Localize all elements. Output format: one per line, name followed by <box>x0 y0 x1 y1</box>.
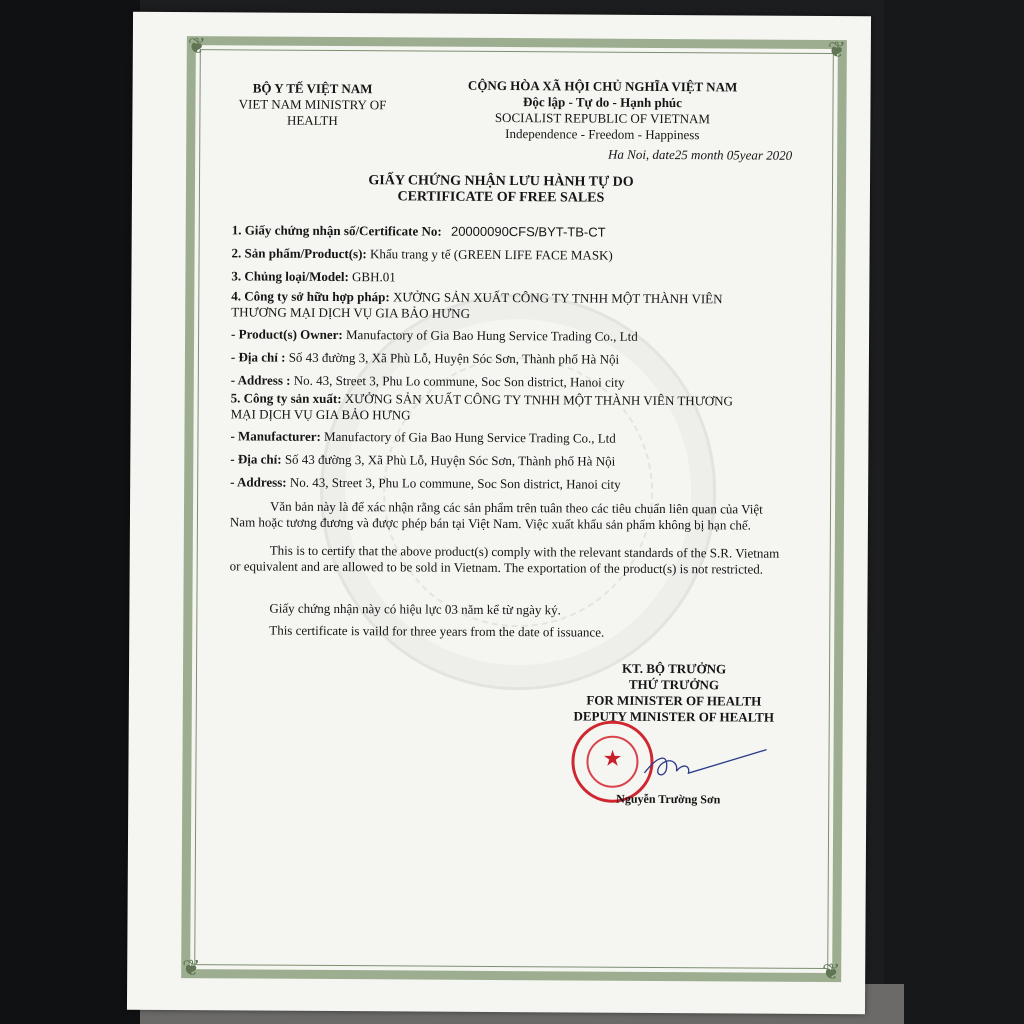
manufacturer-address-vn-value: Số 43 đường 3, Xã Phù Lỗ, Huyện Sóc Sơn, Thành phố Hà Nội <box>284 451 616 469</box>
owner-en-value: Manufactory of Gia Bao Hung Service Trading Co., Ltd <box>345 327 638 344</box>
owner-vn-label: 4. Công ty sở hữu hợp pháp: <box>231 288 390 305</box>
certificate-paper <box>127 12 871 1014</box>
owner-address-vn-row <box>231 349 619 367</box>
corner-ornament-icon: ❦ <box>827 36 847 63</box>
manufacturer-address-en-row <box>230 474 621 492</box>
certificate-number-label: 1. Giấy chứng nhận số/Certificate No: <box>231 222 442 239</box>
ministry-name-en: VIET NAM MINISTRY OF <box>238 96 387 113</box>
background-right <box>884 0 1024 1024</box>
ministry-name-en-2: HEALTH <box>286 112 338 129</box>
ministry-name-vn: BỘ Y TẾ VIỆT NAM <box>252 80 373 97</box>
motto-vn: Độc lập - Tự do - Hạnh phúc <box>522 94 683 111</box>
owner-vn-value: XƯỞNG SẢN XUẤT CÔNG TY TNHH MỘT THÀNH VIÊN <box>392 289 723 307</box>
title-en: CERTIFICATE OF FREE SALES <box>397 189 605 206</box>
motto-en: Independence - Freedom - Happiness <box>505 126 700 143</box>
owner-en-label: - Product(s) Owner: <box>231 326 343 343</box>
issue-date: Ha Noi, date25 month 05year 2020 <box>607 146 793 163</box>
signature-title-vn-1: KT. BỘ TRƯỞNG <box>621 660 727 677</box>
product-row <box>232 245 613 263</box>
manufacturer-vn-label: 5. Công ty sản xuất: <box>230 390 342 407</box>
certificate-number-row <box>232 222 606 240</box>
validity-statement-en: This certificate is vaild for three years from the date of issuance. <box>269 622 605 640</box>
corner-ornament-icon: ❦ <box>187 33 207 59</box>
signature-title-vn-2: THỨ TRƯỞNG <box>628 676 720 693</box>
manufacturer-address-vn-row <box>230 451 615 469</box>
certification-paragraph-vn: Văn bản này là để xác nhận rằng các sản phẩm trên tuân theo các tiêu chuẩn liên quan của Việt Nam hoặc tương đương và được phép bán tại Việt Nam. Việc xuất khẩu sản phẩm không bị hạn chế. <box>229 498 763 533</box>
signature-title-en-2: DEPUTY MINISTER OF HEALTH <box>573 708 775 725</box>
title-vn: GIẤY CHỨNG NHẬN LƯU HÀNH TỰ DO <box>368 173 634 190</box>
manufacturer-vn-value-line2: MẠI DỊCH VỤ GIA BẢO HƯNG <box>230 406 411 423</box>
star-icon: ★ <box>602 745 623 771</box>
republic-name-vn: CỘNG HÒA XÃ HỘI CHỦ NGHĨA VIỆT NAM <box>467 77 738 95</box>
owner-address-en-label: - Address : <box>230 372 291 388</box>
manufacturer-en-row <box>230 428 615 446</box>
certification-paragraph-en: This is to certify that the above product(s) comply with the relevant standards of the S.R. Vietnam or equivalent and are allowed to be sold in Vietnam. The exportation of the product(s) is not restricted. <box>229 542 780 577</box>
owner-address-en-value: No. 43, Street 3, Phu Lo commune, Soc Son district, Hanoi city <box>293 372 625 390</box>
product-label: 2. Sản phẩm/Product(s): <box>231 245 367 262</box>
owner-address-en-row <box>231 372 625 390</box>
certificate-number-value: 20000090CFS/BYT-TB-CT <box>450 223 606 240</box>
model-row <box>231 268 395 285</box>
manufacturer-address-en-label: - Address: <box>230 474 287 490</box>
signature-title-en-1: FOR MINISTER OF HEALTH <box>586 692 762 709</box>
corner-ornament-icon: ❦ <box>181 955 201 981</box>
model-label: 3. Chủng loại/Model: <box>231 268 349 285</box>
owner-address-vn-label: - Địa chỉ : <box>230 349 286 365</box>
republic-name-en: SOCIALIST REPUBLIC OF VIETNAM <box>494 109 711 127</box>
owner-address-vn-value: Số 43 đường 3, Xã Phù Lỗ, Huyện Sóc Sơn, Thành phố Hà Nội <box>288 349 620 367</box>
product-value: Khẩu trang y tế (GREEN LIFE FACE MASK) <box>369 246 613 263</box>
owner-en-row <box>231 326 638 344</box>
certificate-content <box>127 12 871 1014</box>
owner-vn-value-line2: THƯƠNG MẠI DỊCH VỤ GIA BẢO HƯNG <box>231 304 471 321</box>
manufacturer-address-vn-label: - Địa chỉ: <box>230 451 282 467</box>
manufacturer-en-value: Manufactory of Gia Bao Hung Service Trading Co., Ltd <box>324 428 616 446</box>
signer-name: Nguyễn Trường Sơn <box>616 791 721 807</box>
manufacturer-vn-value: XƯỞNG SẢN XUẤT CÔNG TY TNHH MỘT THÀNH VIÊN THƯƠNG <box>344 391 734 409</box>
corner-ornament-icon: ❦ <box>821 958 841 985</box>
manufacturer-address-en-value: No. 43, Street 3, Phu Lo commune, Soc Son district, Hanoi city <box>289 474 621 492</box>
background-left <box>0 0 140 1024</box>
validity-statement-vn: Giấy chứng nhận này có hiệu lực 03 năm kể từ ngày ký. <box>269 600 562 618</box>
handwritten-signature <box>638 735 768 786</box>
model-value: GBH.01 <box>352 269 396 285</box>
manufacturer-en-label: - Manufacturer: <box>230 428 321 444</box>
